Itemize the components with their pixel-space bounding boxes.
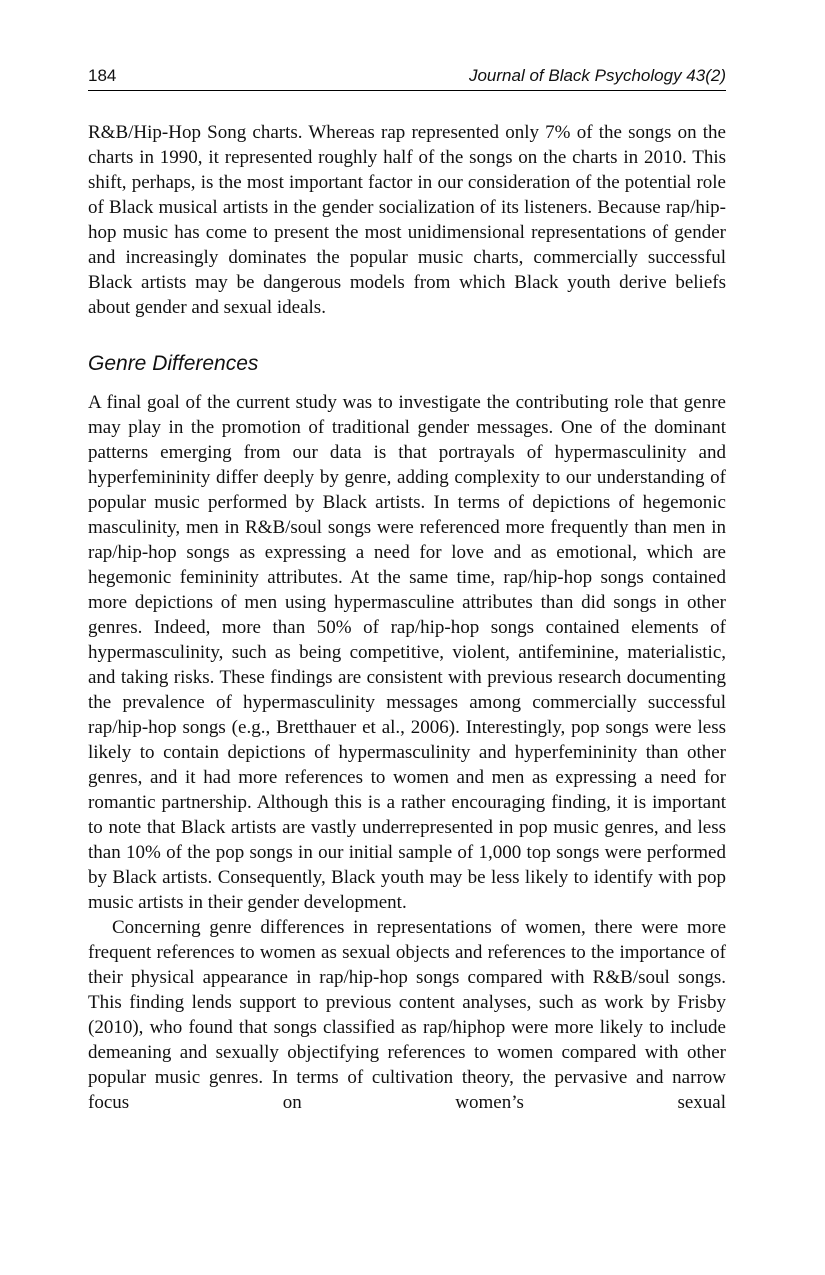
- journal-title: Journal of Black Psychology 43(2): [468, 66, 726, 85]
- running-head: [88, 64, 726, 91]
- paragraph-genre-intro: A final goal of the current study was to investigate the contributing role that genre may play in the promotion of traditional gender messages. One of the dominant patterns emerging from our data is that portrayals of hypermasculinity and hyperfemininity differ deeply by genre, adding complexity to our understanding of popular music performed by Black artists. In terms of depictions of hegemonic masculinity, men in R&B/soul songs were referenced more frequently than men in rap/hip-hop songs as expressing a need for love and as emotional, which are hegemonic femininity attributes. At the same time, rap/hip-hop songs contained more depictions of men using hypermasculine attributes than did songs in other genres. Indeed, more than 50% of rap/hip-hop songs contained elements of hypermasculinity, such as being competitive, violent, antifeminine, materialistic, and taking risks. These findings are consistent with previous research documenting the prevalence of hypermasculinity messages among commercially successful rap/hip-hop songs (e.g., Bretthauer et al., 2006). Interestingly, pop songs were less likely to contain depictions of hypermasculinity and hyperfemininity than other genres, and it had more references to women and men as expressing a need for romantic partnership. Although this is a rather encouraging finding, it is important to note that Black artists are vastly underrepresented in pop music genres, and less than 10% of the pop songs in our initial sample of 1,000 top songs were performed by Black artists. Consequently, Black youth may be less likely to identify with pop music artists in their gender development.: [88, 392, 726, 913]
- page-number: 184: [88, 66, 117, 85]
- section-heading-genre-differences: Genre Differences: [88, 352, 259, 375]
- paragraph-genre-women: Concerning genre differences in representations of women, there were more frequent references to women as sexual objects and references to the importance of their physical appearance in rap/hip-hop songs compared with R&B/soul songs. This finding lends support to previous content analyses, such as work by Frisby (2010), who found that songs classified as rap/hiphop were more likely to include demeaning and sexually objectifying references to women compared with other popular music genres. In terms of cultivation theory, the pervasive and narrow focus on women’s sexual: [88, 917, 726, 1113]
- body-text: [88, 120, 726, 1115]
- paragraph-continued: R&B/Hip-Hop Song charts. Whereas rap represented only 7% of the songs on the charts in 1990, it represented roughly half of the songs on the charts in 2010. This shift, perhaps, is the most important factor in our consideration of the potential role of Black musical artists in the gender socialization of its listeners. Because rap/hip-hop music has come to present the most unidimensional representations of gender and increasingly dominates the popular music charts, commercially successful Black artists may be dangerous models from which Black youth derive beliefs about gender and sexual ideals.: [88, 122, 726, 318]
